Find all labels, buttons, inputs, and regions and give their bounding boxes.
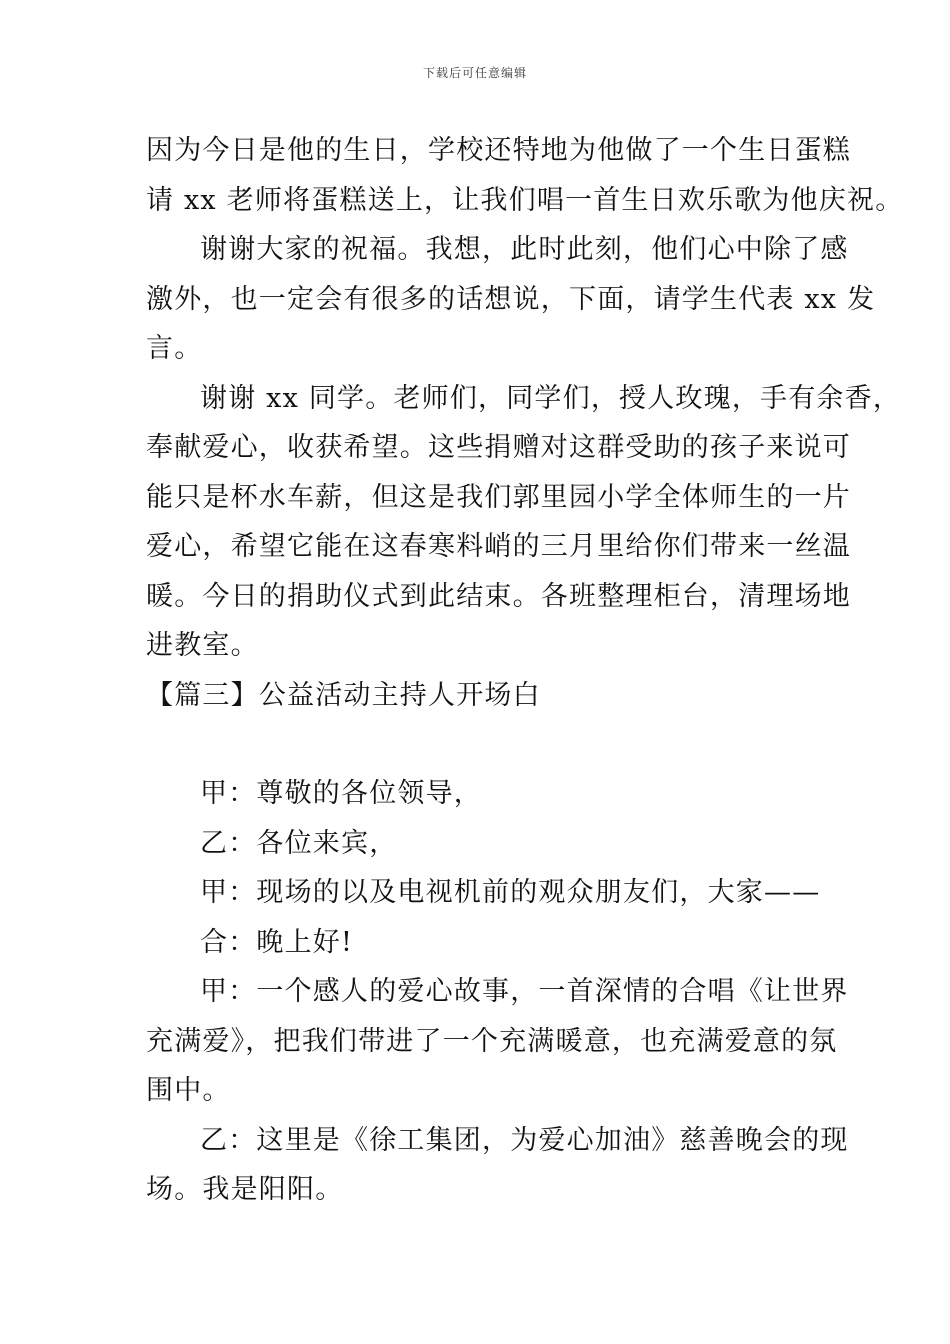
page-header: 下载后可任意编辑 <box>422 66 527 80</box>
dialogue-line: 甲：尊敬的各位领导， <box>200 778 482 809</box>
paragraph-line: 谢谢大家的祝福。我想，此时此刻，他们心中除了感 <box>200 234 849 265</box>
paragraph-line: 因为今日是他的生日，学校还特地为他做了一个生日蛋糕 <box>146 135 851 166</box>
paragraph-line: 言。 <box>146 333 203 364</box>
dialogue-line: 乙：这里是《徐工集团，为爱心加油》慈善晚会的现 <box>200 1124 849 1156</box>
dialogue-line: 乙：各位来宾， <box>200 827 398 859</box>
paragraph-line: 激外，也一定会有很多的话想说，下面，请学生代表 xx 发 <box>146 283 876 315</box>
paragraph-line: 请 xx 老师将蛋糕送上，让我们唱一首生日欢乐歌为他庆祝。 <box>146 184 904 216</box>
section-heading: 【篇三】公益活动主持人开场白 <box>146 679 541 711</box>
paragraph-line: 爱心，希望它能在这春寒料峭的三月里给你们带来一丝温 <box>146 531 851 562</box>
dialogue-line: 充满爱》，把我们带进了一个充满暖意，也充满爱意的氛 <box>146 1025 838 1057</box>
blank-spacer <box>146 720 836 769</box>
dialogue-line: 甲：现场的以及电视机前的观众朋友们，大家—— <box>200 877 821 908</box>
dialogue-line: 围中。 <box>146 1075 231 1106</box>
dialogue-line: 合：晚上好! <box>200 926 354 958</box>
paragraph-line: 能只是杯水车薪，但这是我们郭里园小学全体师生的一片 <box>146 481 851 513</box>
paragraph-line: 进教室。 <box>146 630 259 661</box>
paragraph-line: 奉献爱心，收获希望。这些捐赠对这群受助的孩子来说可 <box>146 432 851 463</box>
document-body <box>146 126 904 1215</box>
dialogue-line: 场。我是阳阳。 <box>146 1174 344 1205</box>
paragraph-line: 谢谢 xx 同学。老师们，同学们，授人玫瑰，手有余香， <box>200 382 902 414</box>
dialogue-line: 甲：一个感人的爱心故事，一首深情的合唱《让世界 <box>200 976 849 1007</box>
paragraph-line: 暖。今日的捐助仪式到此结束。各班整理柜台，清理场地 <box>146 580 851 612</box>
